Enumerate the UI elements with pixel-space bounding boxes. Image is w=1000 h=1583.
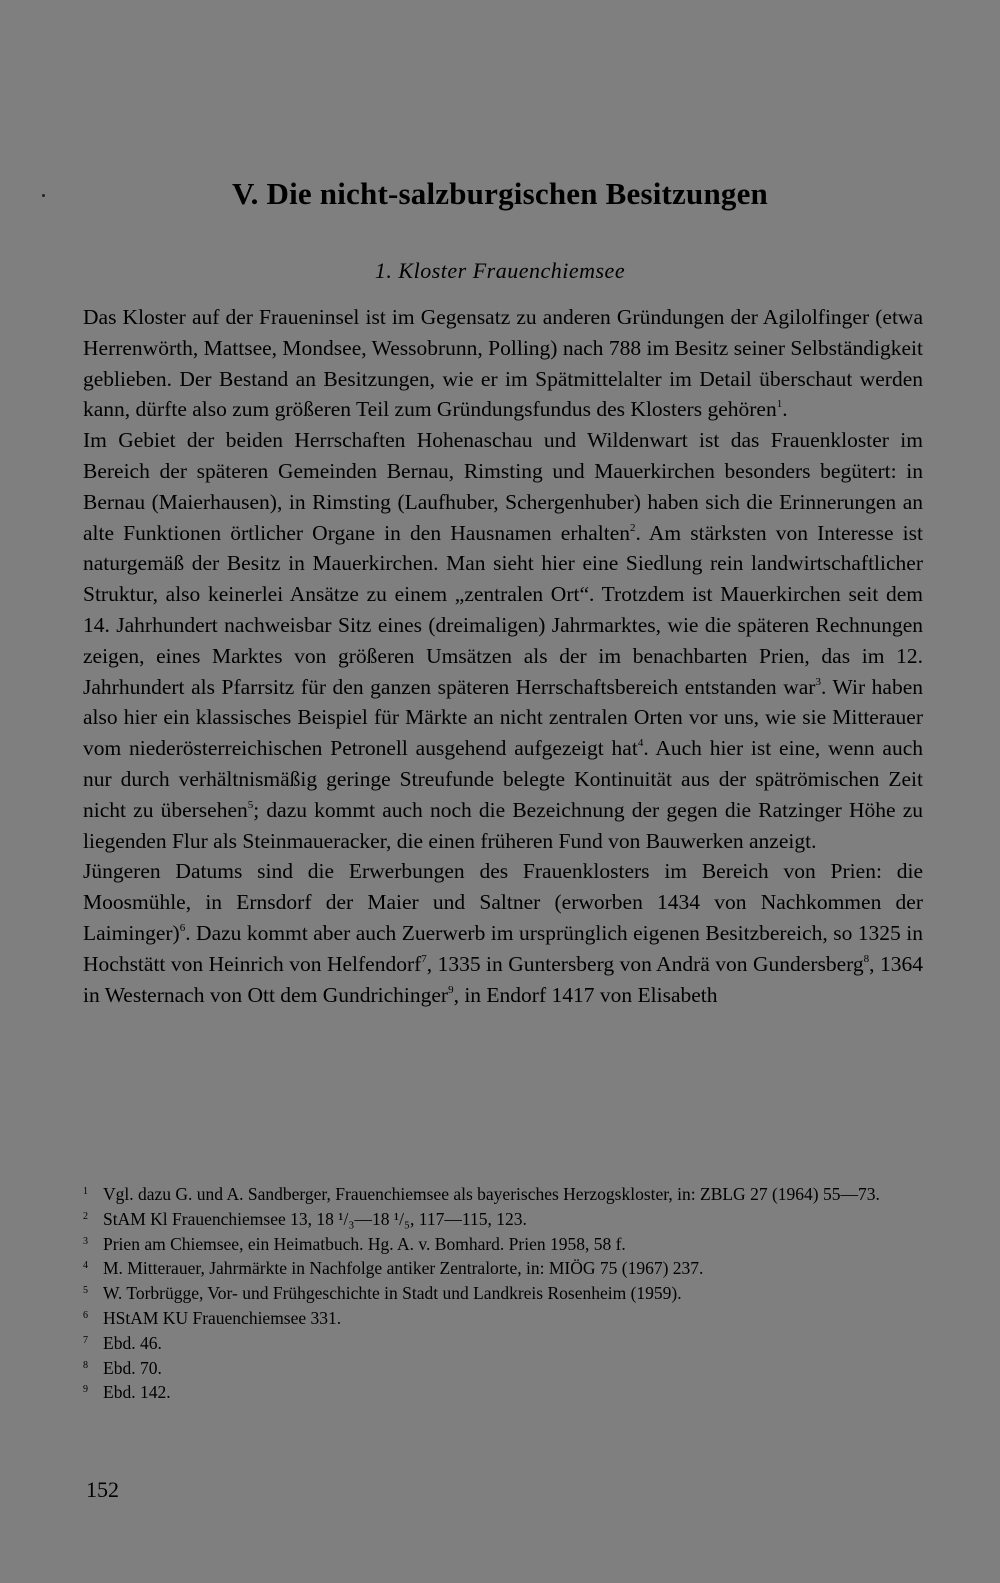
paragraph-text: . Auch hier ist eine, wenn auch nur durch verhältnismäßig geringe Streufunde belegte Kontinuität aus der spätrömischen Zeit nicht zu übersehen	[83, 736, 923, 822]
paragraph-text: Das Kloster auf der Fraueninsel ist im Gegensatz zu anderen Gründungen der Agilolfinger (etwa Herrenwörth, Mattsee, Mondsee, Wessobrunn, Polling) nach 788 im Besitz seiner Selbständigkeit geblieben. Der Bestand an Besitzungen, wie er im Spätmittelalter im Detail überschaut werden kann, dürfte also zum größeren Teil zum Gründungsfundus des Klosters gehören	[83, 305, 923, 422]
footnote-text: StAM Kl Frauenchiemsee 13, 18 ¹/₃—18 ¹/₅, 117—115, 123.	[103, 1208, 527, 1229]
footnote-text: W. Torbrügge, Vor- und Frühgeschichte in Stadt und Landkreis Rosenheim (1959).	[103, 1283, 682, 1304]
footnote-text: Ebd. 46.	[103, 1332, 162, 1353]
footnote-mark: 5	[83, 1285, 88, 1297]
footnote	[83, 1283, 925, 1308]
paragraph-text: , 1335 in Guntersberg von Andrä von Gundersberg	[426, 951, 864, 976]
footnote-reference: 2	[630, 521, 636, 534]
footnote-mark: 8	[83, 1359, 88, 1371]
footnote-mark: 4	[83, 1260, 88, 1272]
footnote-reference: 5	[247, 798, 254, 811]
footnote	[83, 1358, 925, 1383]
body-paragraph	[83, 302, 923, 425]
footnote-text: Ebd. 70.	[103, 1357, 162, 1378]
paragraph-text: . Am stärksten von Interesse ist naturgemäß der Besitz in Mauerkirchen. Man sieht hier eine Siedlung rein landwirtschaftlicher Struktur, also keinerlei Ansätze zu einem „zentralen Ort“. Trotzdem ist Mauerkirchen seit dem 14. Jahrhundert nachweisbar Sitz eines (dreimaligen) Jahrmarktes, wie die späteren Rechnungen zeigen, eines Marktes von größeren Umsätzen als der im benachbarten Prien, das im 12. Jahrhundert als Pfarrsitz für den ganzen späteren Herrschaftsbereich entstanden war	[83, 520, 923, 699]
paragraph-text: ; dazu kommt auch noch die Bezeichnung der gegen die Ratzinger Höhe zu liegenden Flur als Steinmaueracker, die einen früheren Fund von Bauwerken anzeigt.	[83, 797, 924, 853]
footnote-text: Vgl. dazu G. und A. Sandberger, Frauenchiemsee als bayerisches Herzogskloster, in: ZBLG 27 (1964) 55—73.	[103, 1184, 880, 1204]
footnote-mark: 9	[83, 1384, 88, 1396]
paragraph-text: . Dazu kommt aber auch Zuerwerb im ursprünglich eigenen Besitzbereich, so 1325 in Hochstätt von Heinrich von Helfendorf	[83, 920, 923, 976]
footnote	[83, 1382, 925, 1407]
footnote-reference: 7	[421, 952, 427, 965]
paragraph-text: . Wir haben also hier ein klassisches Beispiel für Märkte an nicht zentralen Orten vor uns, wie sie Mitterauer vom niederösterreichischen Petronell ausgehend aufgezeigt hat	[83, 674, 924, 761]
footnote-reference: 6	[179, 921, 186, 934]
footnotes	[83, 1184, 925, 1407]
footnote	[83, 1184, 925, 1209]
footnote-mark: 6	[83, 1309, 88, 1321]
paragraph-text: , 1364 in Westernach von Ott dem Gundrichinger	[83, 951, 924, 1007]
footnote-text: HStAM KU Frauenchiemsee 331.	[103, 1307, 342, 1328]
footnote-mark: 7	[83, 1334, 88, 1346]
footnote-reference: 4	[637, 737, 644, 750]
footnote-mark: 3	[83, 1235, 88, 1247]
chapter-title: V. Die nicht-salzburgischen Besitzungen	[232, 176, 768, 211]
footnote	[83, 1209, 925, 1234]
footnote-mark: 1	[83, 1186, 88, 1197]
paragraph-text: Im Gebiet der beiden Herrschaften Hohenaschau und Wildenwart ist das Frauenkloster im Bereich der späteren Gemeinden Bernau, Rimsting und Mauerkirchen besonders begütert: in Bernau (Maierhausen), in Rimsting (Laufhuber, Schergenhuber) haben sich die Erinnerungen an alte Funktionen örtlicher Organe in den Hausnamen erhalten	[83, 428, 923, 545]
footnote-reference: 1	[776, 398, 783, 411]
footnote-reference: 3	[815, 675, 821, 688]
section-title: 1. Kloster Frauenchiemsee	[374, 258, 626, 283]
footnote-reference: 8	[863, 952, 870, 965]
footnote-text: M. Mitterauer, Jahrmärkte in Nachfolge antiker Zentralorte, in: MIÖG 75 (1967) 237.	[103, 1258, 704, 1279]
page-number: 152	[86, 1477, 119, 1502]
footnote	[83, 1234, 925, 1259]
body-paragraph	[83, 425, 923, 856]
footnote	[83, 1308, 925, 1333]
body-paragraph	[83, 856, 923, 1010]
footnote-text: Ebd. 142.	[103, 1382, 171, 1403]
footnote	[83, 1258, 925, 1283]
footnote-reference: 9	[448, 983, 454, 996]
footnote-text: Prien am Chiemsee, ein Heimatbuch. Hg. A. v. Bomhard. Prien 1958, 58 f.	[103, 1233, 626, 1254]
paragraph-text: , in Endorf 1417 von Elisabeth	[453, 982, 718, 1007]
paragraph-text: .	[782, 397, 788, 422]
footnote-mark: 2	[83, 1210, 88, 1222]
body-text	[83, 302, 923, 1010]
footnote	[83, 1333, 925, 1358]
paragraph-text: Jüngeren Datums sind die Erwerbungen des Frauenklosters im Bereich von Prien: die Moosmühle, in Ernsdorf der Maier und Saltner (erworben 1434 von Nachkommen der Laiminger)	[83, 859, 923, 945]
